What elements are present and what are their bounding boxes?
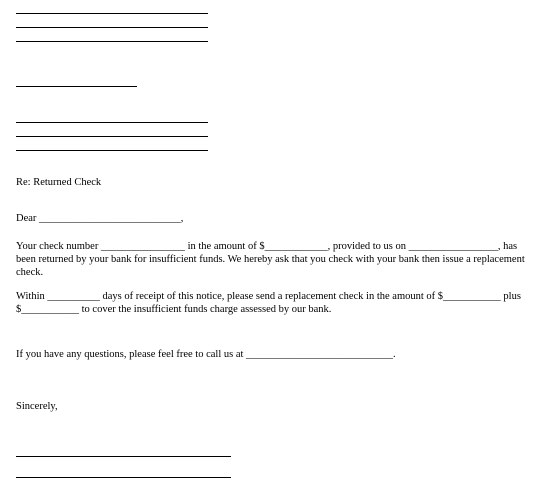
sender-address-line-1 — [16, 13, 208, 14]
re-line: Re: Returned Check — [16, 177, 102, 188]
signature-line — [16, 456, 231, 457]
paragraph-contact: If you have any questions, please feel free to call us at ____________________________. — [16, 349, 396, 360]
closing: Sincerely, — [16, 401, 58, 412]
recipient-address-line-1 — [16, 122, 208, 123]
salutation: Dear ___________________________, — [16, 213, 184, 224]
date-line — [16, 86, 137, 87]
sender-address-line-2 — [16, 27, 208, 28]
paragraph-replacement-request: Within __________ days of receipt of this notice, please send a replacement check in the amount of $___________ plus $___________ to cover the insufficient funds charge assessed by our bank. — [16, 291, 521, 315]
recipient-address-line-3 — [16, 150, 208, 151]
printed-name-line — [16, 477, 231, 478]
recipient-address-line-2 — [16, 136, 208, 137]
paragraph-check-returned: Your check number ________________ in the amount of $____________, provided to us on _________________, has been returned by your bank for insufficient funds. We hereby ask that you check with your bank then issue a replacement check. — [16, 241, 525, 278]
sender-address-line-3 — [16, 41, 208, 42]
